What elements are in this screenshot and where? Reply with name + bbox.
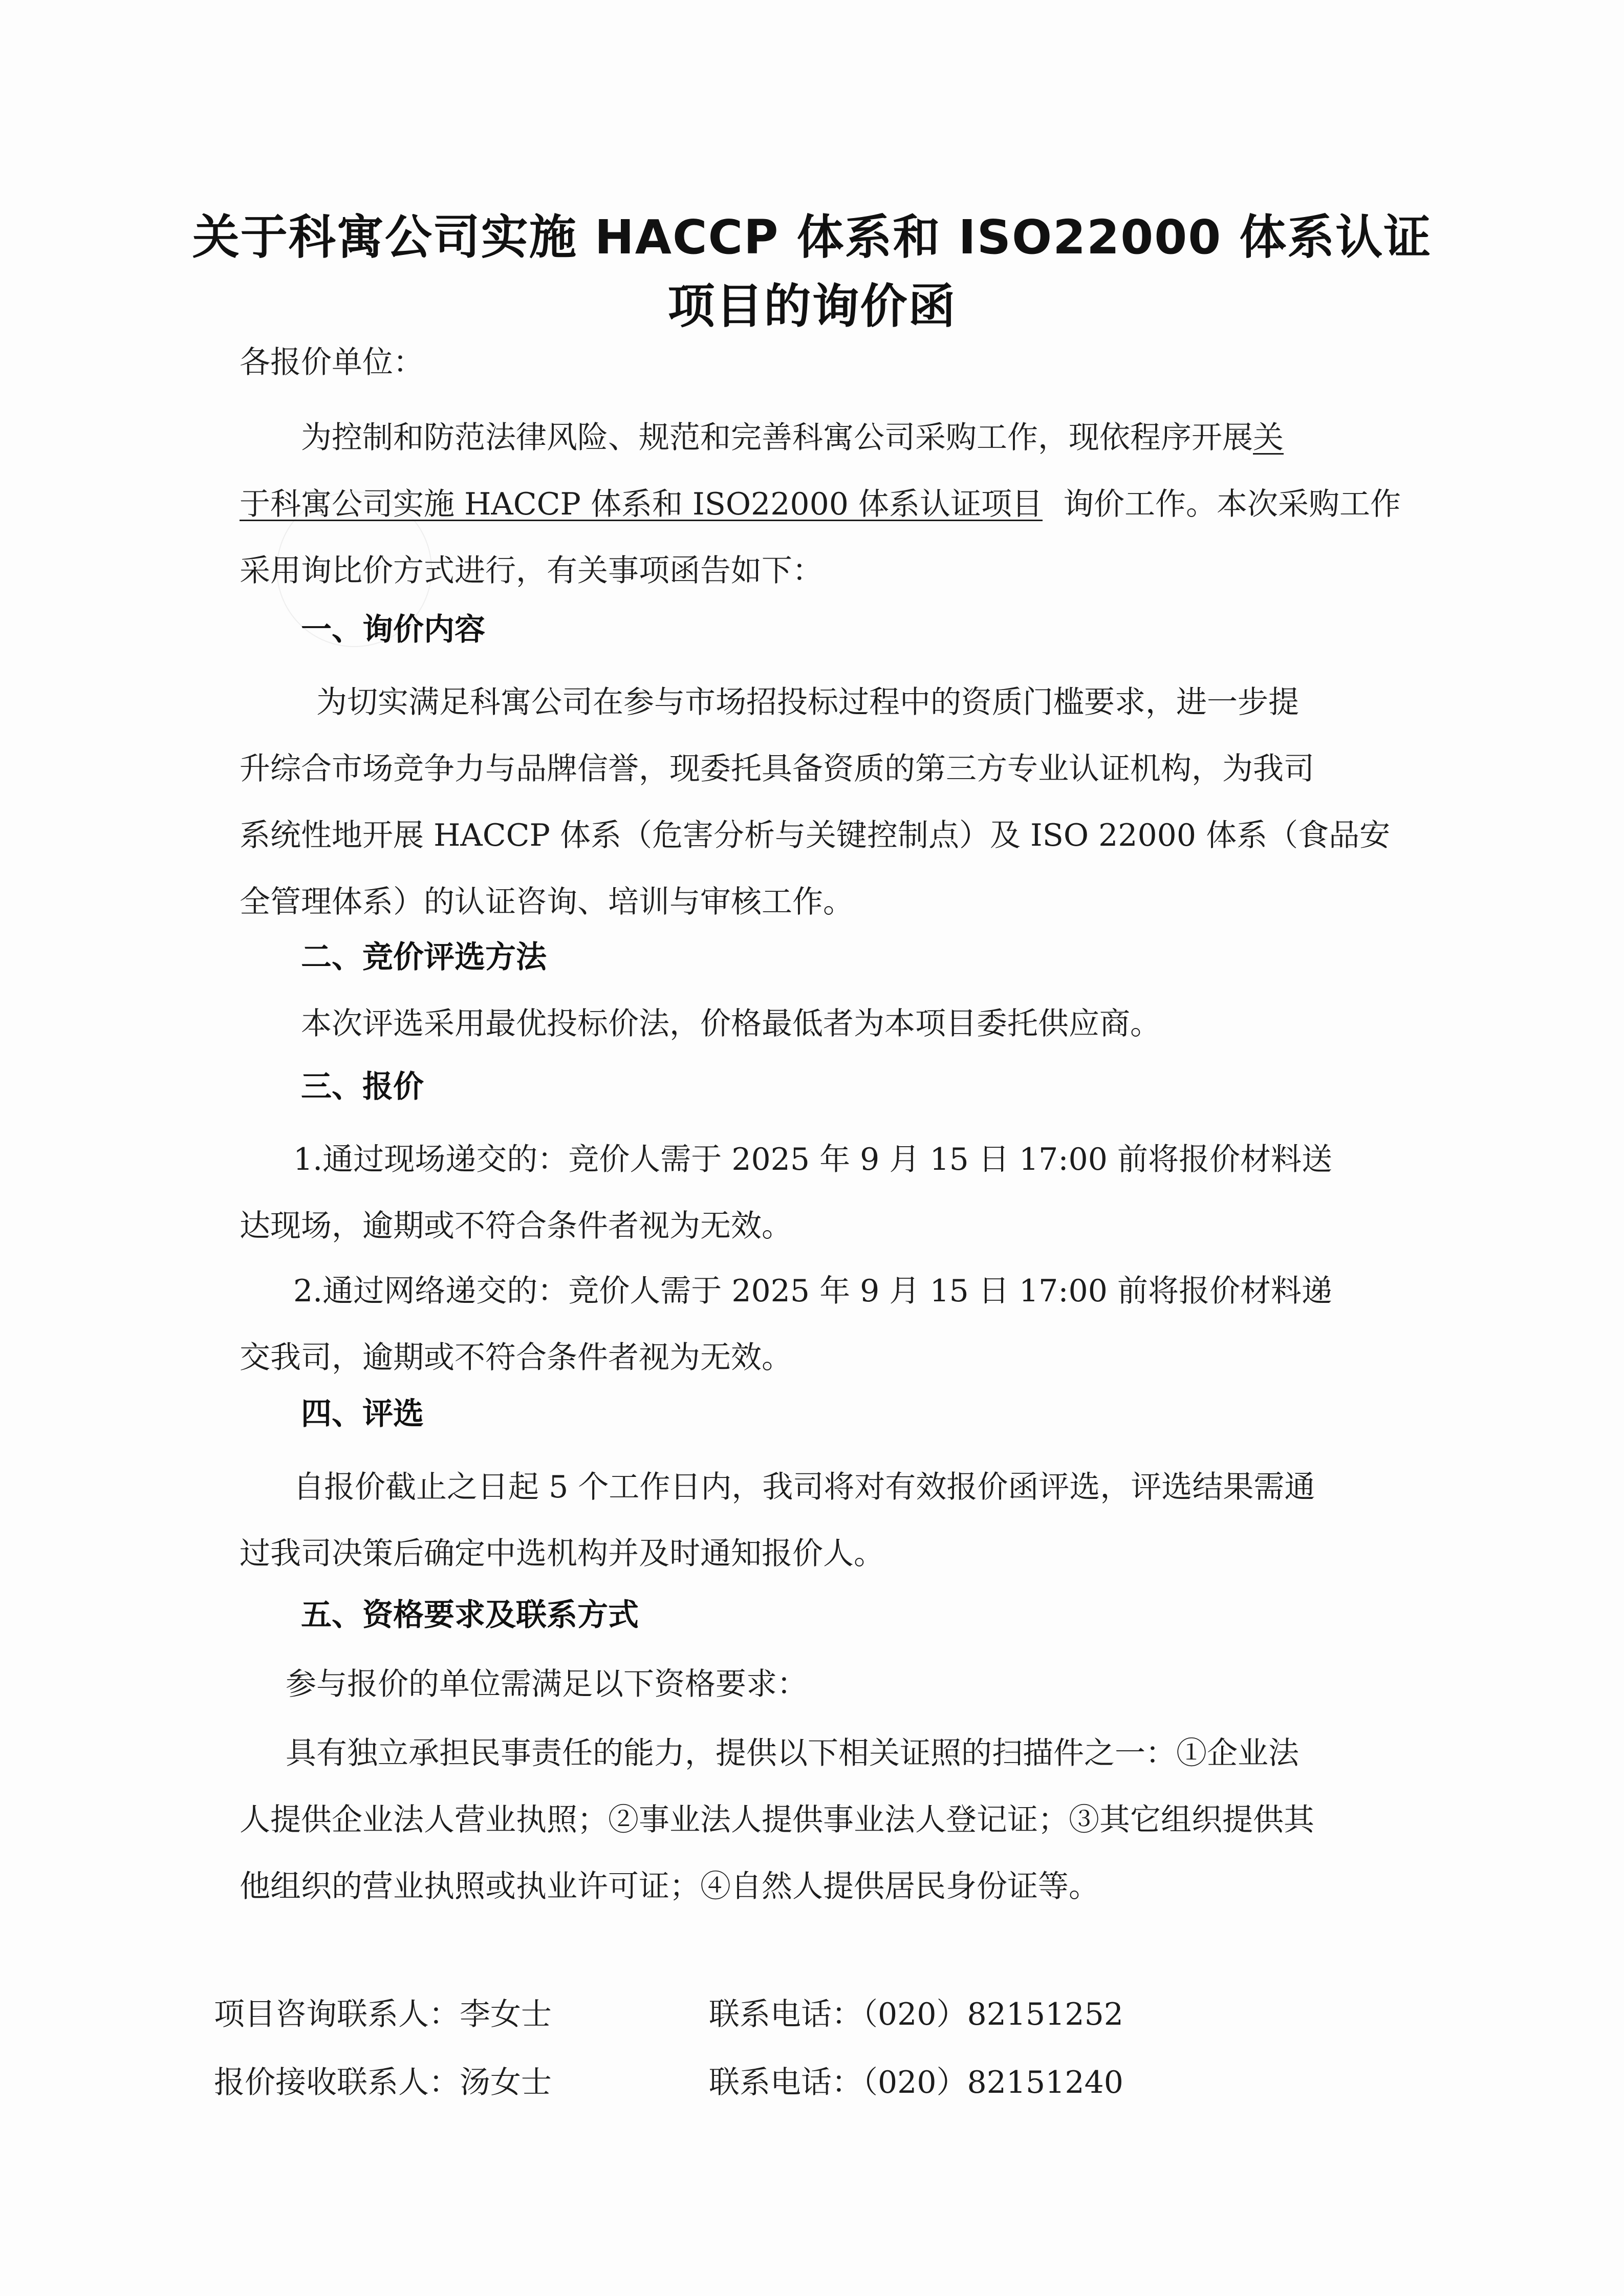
receiving-contact-phone: 联系电话：（020）82151240 [709,2065,1123,2100]
section-5-line-2: 具有独立承担民事责任的能力，提供以下相关证照的扫描件之一：①企业法 [286,1735,1299,1771]
section-3-item-1-line-1: 1.通过现场递交的：竞价人需于 2025 年 9 月 15 日 17:00 前将报价材料送 [293,1142,1332,1177]
document-title-line-1: 关于科寓公司实施 HACCP 体系和 ISO22000 体系认证 [192,210,1432,265]
project-name-underlined-start: 关 [1253,420,1284,456]
section-5-line-3: 人提供企业法人营业执照；②事业法人提供事业法人登记证；③其它组织提供其 [240,1802,1314,1838]
section-4-line-1: 自报价截止之日起 5 个工作日内，我司将对有效报价函评选，评选结果需通 [293,1469,1315,1505]
section-5-heading: 五、资格要求及联系方式 [301,1597,639,1633]
section-3-item-2-line-1: 2.通过网络递交的：竞价人需于 2025 年 9 月 15 日 17:00 前将报价材料递 [293,1273,1332,1309]
section-3-item-2-line-2: 交我司，逾期或不符合条件者视为无效。 [240,1340,792,1376]
section-4-line-2: 过我司决策后确定中选机构并及时通知报价人。 [240,1536,884,1572]
project-name-underlined: 于科寓公司实施 HACCP 体系和 ISO22000 体系认证项目 [240,486,1043,522]
intro-line-2-text: 询价工作。本次采购工作 [1063,486,1401,522]
section-5-line-4: 他组织的营业执照或执业许可证；④自然人提供居民身份证等。 [240,1869,1099,1904]
receiving-contact-label: 报价接收联系人：汤女士 [214,2065,552,2100]
section-1-line-2: 升综合市场竞争力与品牌信誉，现委托具备资质的第三方专业认证机构，为我司 [240,751,1314,787]
section-1-line-1: 为切实满足科寓公司在参与市场招投标过程中的资质门槛要求，进一步提 [316,684,1299,720]
section-3-item-1-line-2: 达现场，逾期或不符合条件者视为无效。 [240,1208,792,1244]
section-5-line-1: 参与报价的单位需满足以下资格要求： [286,1666,808,1702]
section-1-line-3: 系统性地开展 HACCP 体系（危害分析与关键控制点）及 ISO 22000 体系（食品安 [240,818,1391,853]
consult-contact-label: 项目咨询联系人：李女士 [214,1997,552,2032]
section-3-heading: 三、报价 [301,1069,424,1105]
section-2-line-1: 本次评选采用最优投标价法，价格最低者为本项目委托供应商。 [301,1006,1161,1042]
salutation: 各报价单位： [240,345,424,380]
intro-line-1-text: 为控制和防范法律风险、规范和完善科寓公司采购工作，现依程序开展 [301,420,1253,456]
section-1-heading: 一、询价内容 [301,612,485,648]
intro-line-3: 采用询比价方式进行，有关事项函告如下： [240,553,823,589]
section-2-heading: 二、竞价评选方法 [301,939,547,975]
intro-line-1 [301,417,1284,458]
section-1-line-4: 全管理体系）的认证咨询、培训与审核工作。 [240,884,854,920]
consult-contact-phone: 联系电话：（020）82151252 [709,1997,1123,2032]
section-4-heading: 四、评选 [301,1396,424,1432]
intro-line-2 [240,484,1401,525]
document-title-line-2: 项目的询价函 [667,279,957,334]
